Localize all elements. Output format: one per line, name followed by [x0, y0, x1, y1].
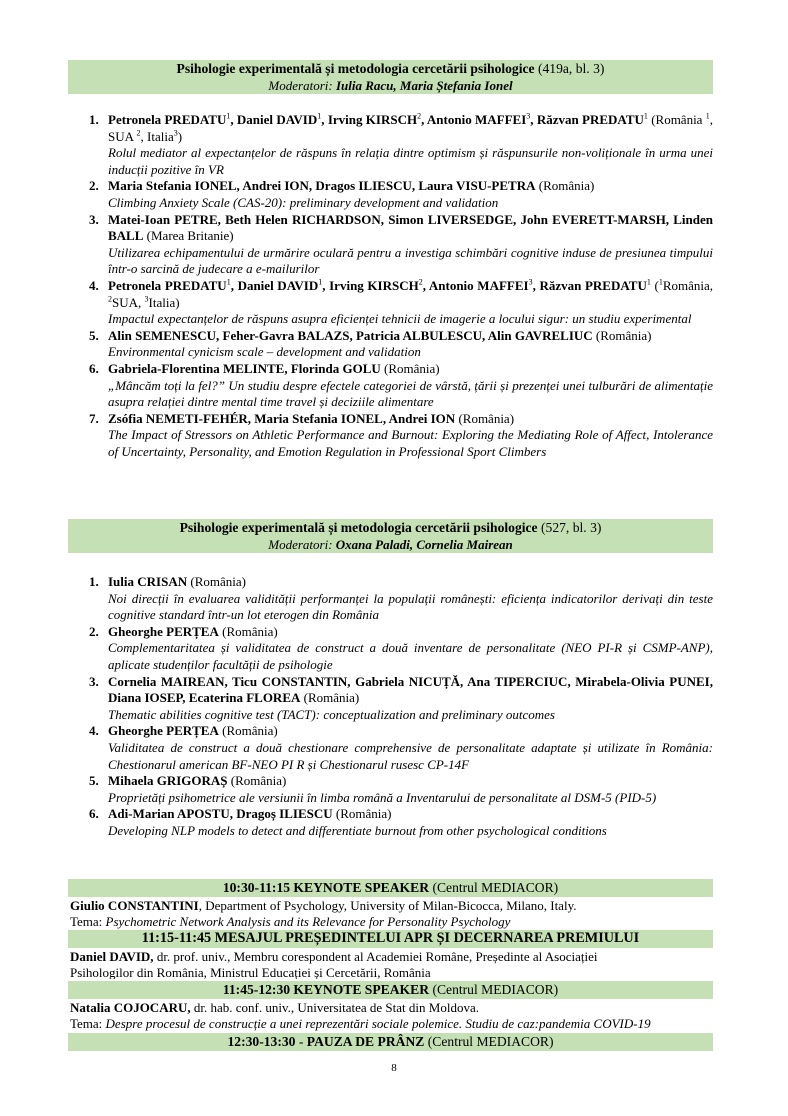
section-header-527 [68, 519, 713, 553]
list-item [68, 361, 713, 411]
section-title: Psihologie experimentală și metodologia cercetării psihologice [176, 61, 535, 76]
keynote-2-time-title: 11:45-12:30 KEYNOTE SPEAKER [222, 982, 430, 997]
item-authors: Mihaela GRIGORAȘ (România) [108, 773, 287, 789]
item-authors: Maria Stefania IONEL, Andrei ION, Dragos ILIESCU, Laura VISU-PETRA (România) [108, 178, 595, 194]
lunch-label: PAUZA DE PRÂNZ [306, 1034, 425, 1049]
talk-list-419a [68, 112, 713, 460]
keynote-2-speaker: Natalia COJOCARU, [70, 1000, 191, 1015]
president-title: 11:15-11:45 MESAJUL PREȘEDINTELUI APR ȘI DECERNAREA PREMIULUI [141, 930, 640, 946]
list-item [68, 723, 713, 773]
lunch-header [68, 1033, 713, 1051]
item-number: 3. [89, 211, 99, 227]
keynote-2-place: (Centrul MEDIACOR) [432, 982, 559, 997]
keynote-2-affiliation: dr. hab. conf. univ., Universitatea de Stat din Moldova. [190, 1000, 479, 1015]
item-title: Proprietăți psihometrice ale versiunii în limba română a Inventarului de personalitate al DSM-5 (PID-5) [108, 789, 657, 805]
president-speaker-line [70, 949, 713, 965]
keynote-1-tema-label: Tema: [70, 914, 106, 929]
keynote-1-time-title: 10:30-11:15 KEYNOTE SPEAKER [222, 880, 430, 895]
list-item [68, 411, 713, 461]
lunch-dash: - [295, 1034, 307, 1049]
list-item [68, 574, 713, 624]
list-item [68, 806, 713, 839]
item-authors: Gheorghe PERȚEA (România) [108, 623, 278, 639]
item-authors: Iulia CRISAN (România) [108, 574, 246, 589]
moderators-names: Oxana Paladi, Cornelia Mairean [335, 537, 513, 552]
list-item [68, 112, 713, 178]
keynote-1-place: (Centrul MEDIACOR) [432, 880, 559, 895]
item-number: 3. [89, 673, 99, 689]
moderators-label: Moderatori: [268, 78, 333, 93]
item-number: 6. [89, 360, 99, 376]
president-role-2: Psihologilor din România, Ministrul Educației și Cercetării, România [70, 965, 431, 979]
item-number: 6. [89, 806, 99, 822]
list-item [68, 624, 713, 674]
keynote-1-tema: Psychometric Network Analysis and its Relevance for Personality Psychology [105, 914, 511, 929]
item-title: Impactul expectanțelor de răspuns asupra eficienței tehnicii de imagerie a locului sigur: un studiu experimental [108, 311, 692, 327]
keynote-2-speaker-line [70, 1000, 730, 1016]
item-title: „Mâncăm toți la fel?” Un studiu despre efectele categoriei de vârstă, țării și prezenței unei tulburări de alimentație asupra relației dintre mental time travel și deciziile alimentare [108, 377, 713, 410]
item-number: 4. [89, 277, 99, 293]
keynote-2-tema: Despre procesul de construcție a unei reprezentări sociale polemice. Studiu de caz:pandemia COVID-19 [105, 1016, 651, 1031]
item-number: 5. [89, 327, 99, 343]
moderators-line [68, 77, 713, 94]
keynote-1-header [68, 879, 713, 897]
president-role: dr. prof. univ., Membru corespondent al Academiei Române, Președinte al Asociației [153, 949, 598, 964]
moderators-names: Iulia Racu, Maria Ștefania Ionel [335, 78, 513, 93]
item-number: 7. [89, 410, 99, 426]
keynote-1-tema-line [70, 914, 730, 930]
item-title: Environmental cynicism scale – development and validation [108, 344, 421, 360]
item-authors: Cornelia MAIREAN, Ticu CONSTANTIN, Gabriela NICUȚĂ, Ana TIPERCIUC, Mirabela-Olivia PUNEI, Diana IOSEP, Ecaterina FLOREA (România) [108, 673, 713, 706]
section-title: Psihologie experimentală și metodologia cercetării psihologice [179, 520, 538, 535]
keynote-1-affiliation: , Department of Psychology, University of Milan-Bicocca, Milano, Italy. [198, 898, 577, 913]
list-item [68, 674, 713, 724]
item-number: 1. [89, 574, 99, 589]
talk-list-527 [68, 574, 713, 840]
item-authors: Petronela PREDATU$^1$, Daniel DAVID$^1$, Irving KIRSCH$^2$, Antonio MAFFEI$^3$, Răzvan PREDATU$^1$ (România $^1$, SUA $^2$, Italia$^3$) [108, 111, 714, 144]
president-speaker: Daniel DAVID, [70, 949, 154, 964]
president-role-line2 [70, 965, 730, 979]
item-title: Validitatea de construct a două chestionare comprehensive de personalitate adaptate și utilizate în România: Chestionarul american BF-NEO PI R și Chestionarul rusesc CP-14F [108, 739, 713, 772]
item-number: 2. [89, 178, 99, 194]
lunch-time: 12:30-13:30 [227, 1034, 296, 1049]
item-title: Rolul mediator al expectanțelor de răspuns în relația dintre optimism și răspunsurile non-voliționale în urma unei inducții pozitive în VR [108, 145, 713, 177]
moderators-label: Moderatori: [268, 537, 333, 552]
keynote-1-speaker: Giulio CONSTANTINI [70, 898, 199, 913]
item-title: Noi direcții în evaluarea validității performanței la populații românești: eficiența indicatorilor derivați din teste cognitive standard într-un lot eterogen din România [108, 590, 713, 623]
item-title: Utilizarea echipamentului de urmărire oculară pentru a investiga schimbări cognitive induse de presiunea timpului într-o sarcină de judecare a e-mailurilor [108, 244, 713, 277]
keynote-1-speaker-line [70, 898, 730, 914]
list-item [68, 178, 713, 211]
section-header-419a [68, 60, 713, 94]
item-title: Developing NLP models to detect and differentiate burnout from other psychological conditions [108, 822, 607, 838]
item-number: 5. [89, 773, 99, 789]
item-title: Climbing Anxiety Scale (CAS-20): preliminary development and validation [108, 194, 499, 210]
item-authors: Matei-Ioan PETRE, Beth Helen RICHARDSON, Simon LIVERSEDGE, John EVERETT-MARSH, Linden BALL (Marea Britanie) [108, 211, 713, 244]
moderators-line [68, 536, 713, 553]
section-room: (419a, bl. 3) [537, 61, 605, 76]
section-title-line [68, 60, 713, 77]
page-number: 8 [391, 1062, 397, 1074]
item-authors: Zsófia NEMETI-FEHÉR, Maria Stefania IONEL, Andrei ION (România) [108, 410, 515, 426]
item-authors: Gabriela-Florentina MELINTE, Florinda GOLU (România) [108, 360, 440, 376]
list-item [68, 328, 713, 361]
keynote-2-tema-label: Tema: [70, 1016, 106, 1031]
item-authors: Gheorghe PERȚEA (România) [108, 723, 278, 739]
keynote-2-tema-line [70, 1016, 730, 1032]
keynote-2-header [68, 981, 713, 999]
item-title: The Impact of Stressors on Athletic Performance and Burnout: Exploring the Mediating Role of Affect, Intolerance of Uncertainty, Personality, and Emotion Regulation in Professional Sport Climbers [108, 427, 713, 459]
section-room: (527, bl. 3) [541, 520, 602, 535]
item-title: Complementaritatea și validitatea de construct a două inventare de personalitate (NEO PI-R și CSMP-ANP), aplicate studenților facultății de psihologie [108, 640, 713, 672]
item-authors: Adi-Marian APOSTU, Dragoș ILIESCU (România) [108, 806, 392, 822]
item-authors: Alin SEMENESCU, Feher-Gavra BALAZS, Patricia ALBULESCU, Alin GAVRELIUC (România) [108, 327, 652, 343]
president-header [68, 930, 713, 948]
item-authors: Petronela PREDATU$^1$, Daniel DAVID$^1$, Irving KIRSCH$^2$, Antonio MAFFEI$^3$, Răzvan PREDATU$^1$ ($^1$România, $^2$SUA, $^3$Italia) [108, 277, 713, 310]
item-number: 2. [89, 623, 99, 639]
item-number: 1. [89, 112, 99, 127]
section-title-line [68, 519, 713, 536]
list-item [68, 773, 713, 806]
list-item [68, 278, 713, 328]
list-item [68, 212, 713, 278]
lunch-place: (Centrul MEDIACOR) [427, 1034, 554, 1049]
item-number: 4. [89, 723, 99, 739]
item-title: Thematic abilities cognitive test (TACT): conceptualization and preliminary outcomes [108, 706, 555, 722]
